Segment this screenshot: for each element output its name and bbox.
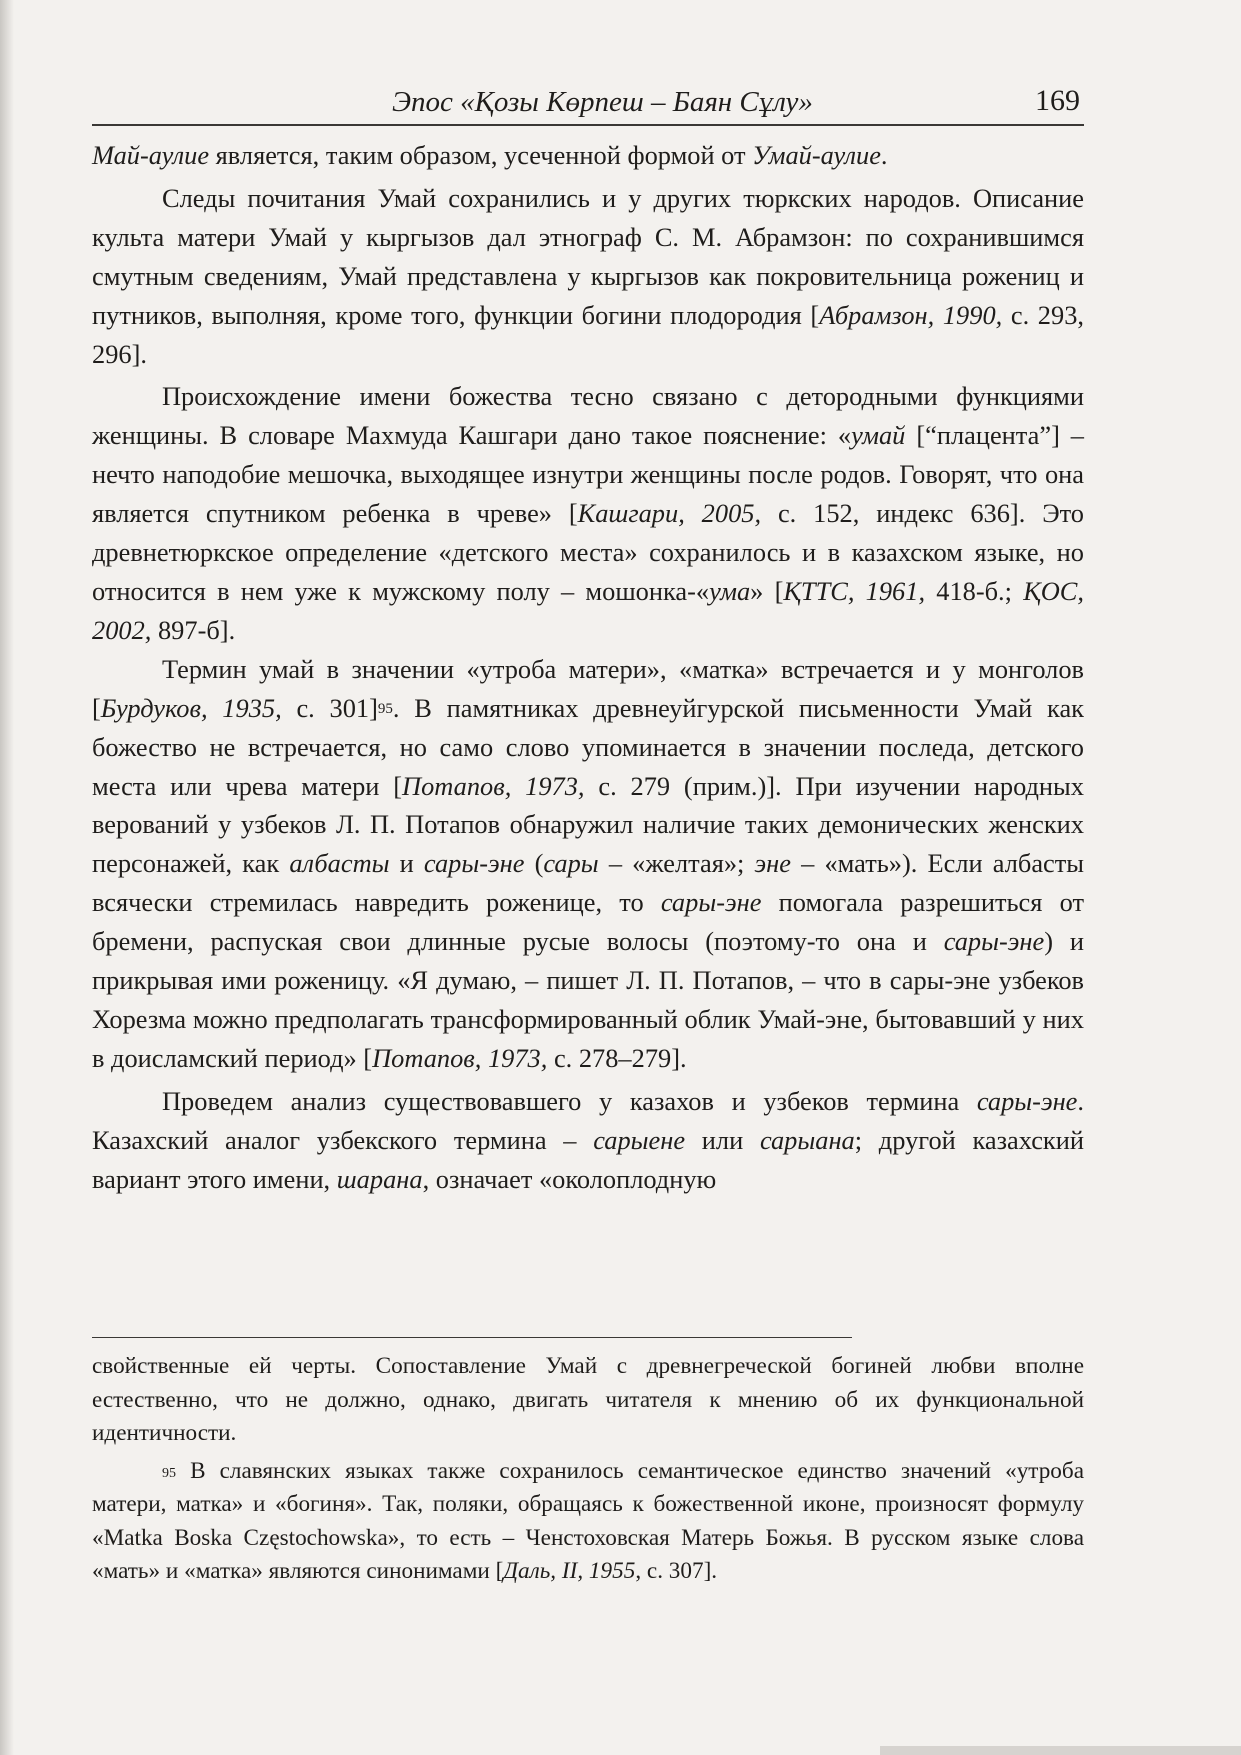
footnote-number: 95	[162, 1465, 176, 1481]
term-italic: сары	[543, 848, 599, 879]
text-run: [“плацента”] – нечто наподобие мешочка, выходящее изнутри женщины после родов. Говорят, что она является спутником ребенка в чреве» [	[92, 420, 1084, 529]
text-run: – «желтая»;	[598, 848, 755, 879]
footnote-95	[92, 1455, 1084, 1589]
citation-italic: Кашгари, 2005,	[577, 498, 762, 529]
term-italic: Май-аулие	[92, 140, 210, 170]
text-run: является, таким образом, усеченной формой от	[209, 140, 753, 170]
running-head	[92, 84, 1084, 128]
term-italic: сары-эне	[976, 1085, 1078, 1116]
text-run: с. 301]	[281, 692, 378, 723]
text-run: » [	[750, 575, 784, 606]
term-italic: Умай-аулие	[752, 140, 881, 170]
paragraph-1	[92, 136, 1084, 175]
footnote-reference: 95	[377, 700, 393, 717]
term-italic: эне	[754, 848, 791, 879]
text-run: с. 279 (прим.)]. При изучении народных верований у узбеков Л. П. Потапов обнаружил наличие таких демонических женских персонажей, как	[92, 770, 1084, 879]
text-run: с. 293, 296].	[92, 299, 1084, 369]
term-italic: ума	[709, 575, 751, 606]
term-italic: сары-эне	[423, 848, 525, 879]
text-run: 418-б.;	[925, 575, 1024, 606]
text-run: , с. 307].	[635, 1558, 718, 1584]
text-run: ; другой казахский вариант этого имени,	[92, 1124, 1084, 1194]
text-run: , означает «околоплодную	[422, 1163, 717, 1194]
header-rule	[92, 124, 1084, 126]
citation-italic: Потапов, 1973,	[402, 770, 585, 801]
term-italic: сарыана	[759, 1124, 855, 1155]
text-run: В славянских языках также сохранилось семантическое единство значений «утроба матери, матка» и «богиня». Так, поляки, обращаясь к божественной иконе, произносят формулу «Matka Boska Częstochowska», то есть – Ченстоховская Матерь Божья. В русском языке слова «мать» и «матка» являются синонимами [	[92, 1457, 1084, 1584]
text-run: Проведем анализ существовавшего у казахов и узбеков термина	[162, 1085, 977, 1116]
paragraph-3	[92, 377, 1084, 649]
text-run: или	[685, 1124, 760, 1155]
term-italic: умай	[851, 420, 906, 451]
text-run: с. 152, индекс 636]. Это древнетюркское определение «детского места» сохранилось и в казахском языке, но относится в нем уже к мужскому полу – мошонка-«	[92, 498, 1084, 606]
paragraph-5	[92, 1082, 1084, 1199]
term-italic: албасты	[289, 848, 390, 879]
text-run: (	[524, 848, 544, 879]
footnote-rule	[92, 1337, 852, 1338]
citation-italic: ҚТТС, 1961,	[783, 575, 926, 606]
term-italic: сары-эне	[660, 887, 762, 918]
text-run: помогала разрешиться от бремени, распуская свои длинные русые волосы (поэтому-то она и	[92, 887, 1084, 957]
text-run: Термин умай в значении «утроба матери», «матка» встречается и у монголов [	[92, 653, 1084, 723]
text-run: и	[389, 848, 424, 879]
citation-italic: Даль, II, 1955	[503, 1558, 636, 1584]
term-italic: сарыене	[593, 1124, 686, 1155]
footnotes	[92, 1350, 1084, 1589]
citation-italic: Абрамзон, 1990,	[819, 299, 1003, 330]
running-title: Эпос «Қозы Көрпеш – Баян Сұлу»	[392, 86, 813, 118]
text-run: с. 278–279].	[547, 1042, 687, 1073]
text-run: – «мать»). Если албасты всячески стремилась навредить роженице, то	[92, 848, 1085, 918]
text-run: . Казахский аналог узбекского термина –	[92, 1085, 1084, 1155]
paragraph-2	[92, 179, 1084, 374]
text-run: Происхождение имени божества тесно связано с детородными функциями женщины. В словаре Махмуда Кашгари дано такое пояснение: «	[92, 381, 1084, 451]
citation-italic: Бурдуков, 1935,	[100, 692, 282, 723]
citation-italic: ҚОС, 2002,	[92, 575, 1084, 645]
page-number: 169	[1035, 84, 1080, 117]
scan-edge	[880, 1746, 1241, 1755]
text-run: Следы почитания Умай сохранились и у других тюркских народов. Описание культа матери Умай у кыргызов дал этнограф С. М. Абрамзон: по сохранившимся смутным сведениям, Умай представлена у кыргызов как покровительница рожениц и путников, выполняя, кроме того, функции богини плодородия [	[92, 182, 1084, 330]
spine-shadow	[0, 0, 14, 1755]
paragraph-4	[92, 650, 1084, 1078]
text-run: 897-б].	[151, 614, 236, 645]
citation-italic: Потапов, 1973,	[372, 1042, 548, 1073]
main-text	[92, 136, 1084, 1198]
term-italic: сары-эне	[943, 926, 1045, 957]
text-run: .	[880, 140, 888, 170]
text-run: ) и прикрывая ими роженицу. «Я думаю, – пишет Л. П. Потапов, – что в сары-эне узбеков Хорезма можно предполагать трансформированный облик Умай-эне, бытовавший у них в доисламский период» [	[92, 926, 1084, 1073]
text-run: . В памятниках древнеуйгурской письменности Умай как божество не встречается, но само слово упоминается в значении последа, детского места или чрева матери [	[92, 692, 1084, 801]
term-italic: шарана	[336, 1163, 423, 1194]
footnote-continuation: свойственные ей черты. Сопоставление Умай с древнегреческой богиней любви вполне естественно, что не должно, однако, двигать читателя к мнению об их функциональной идентичности.	[92, 1353, 1084, 1446]
